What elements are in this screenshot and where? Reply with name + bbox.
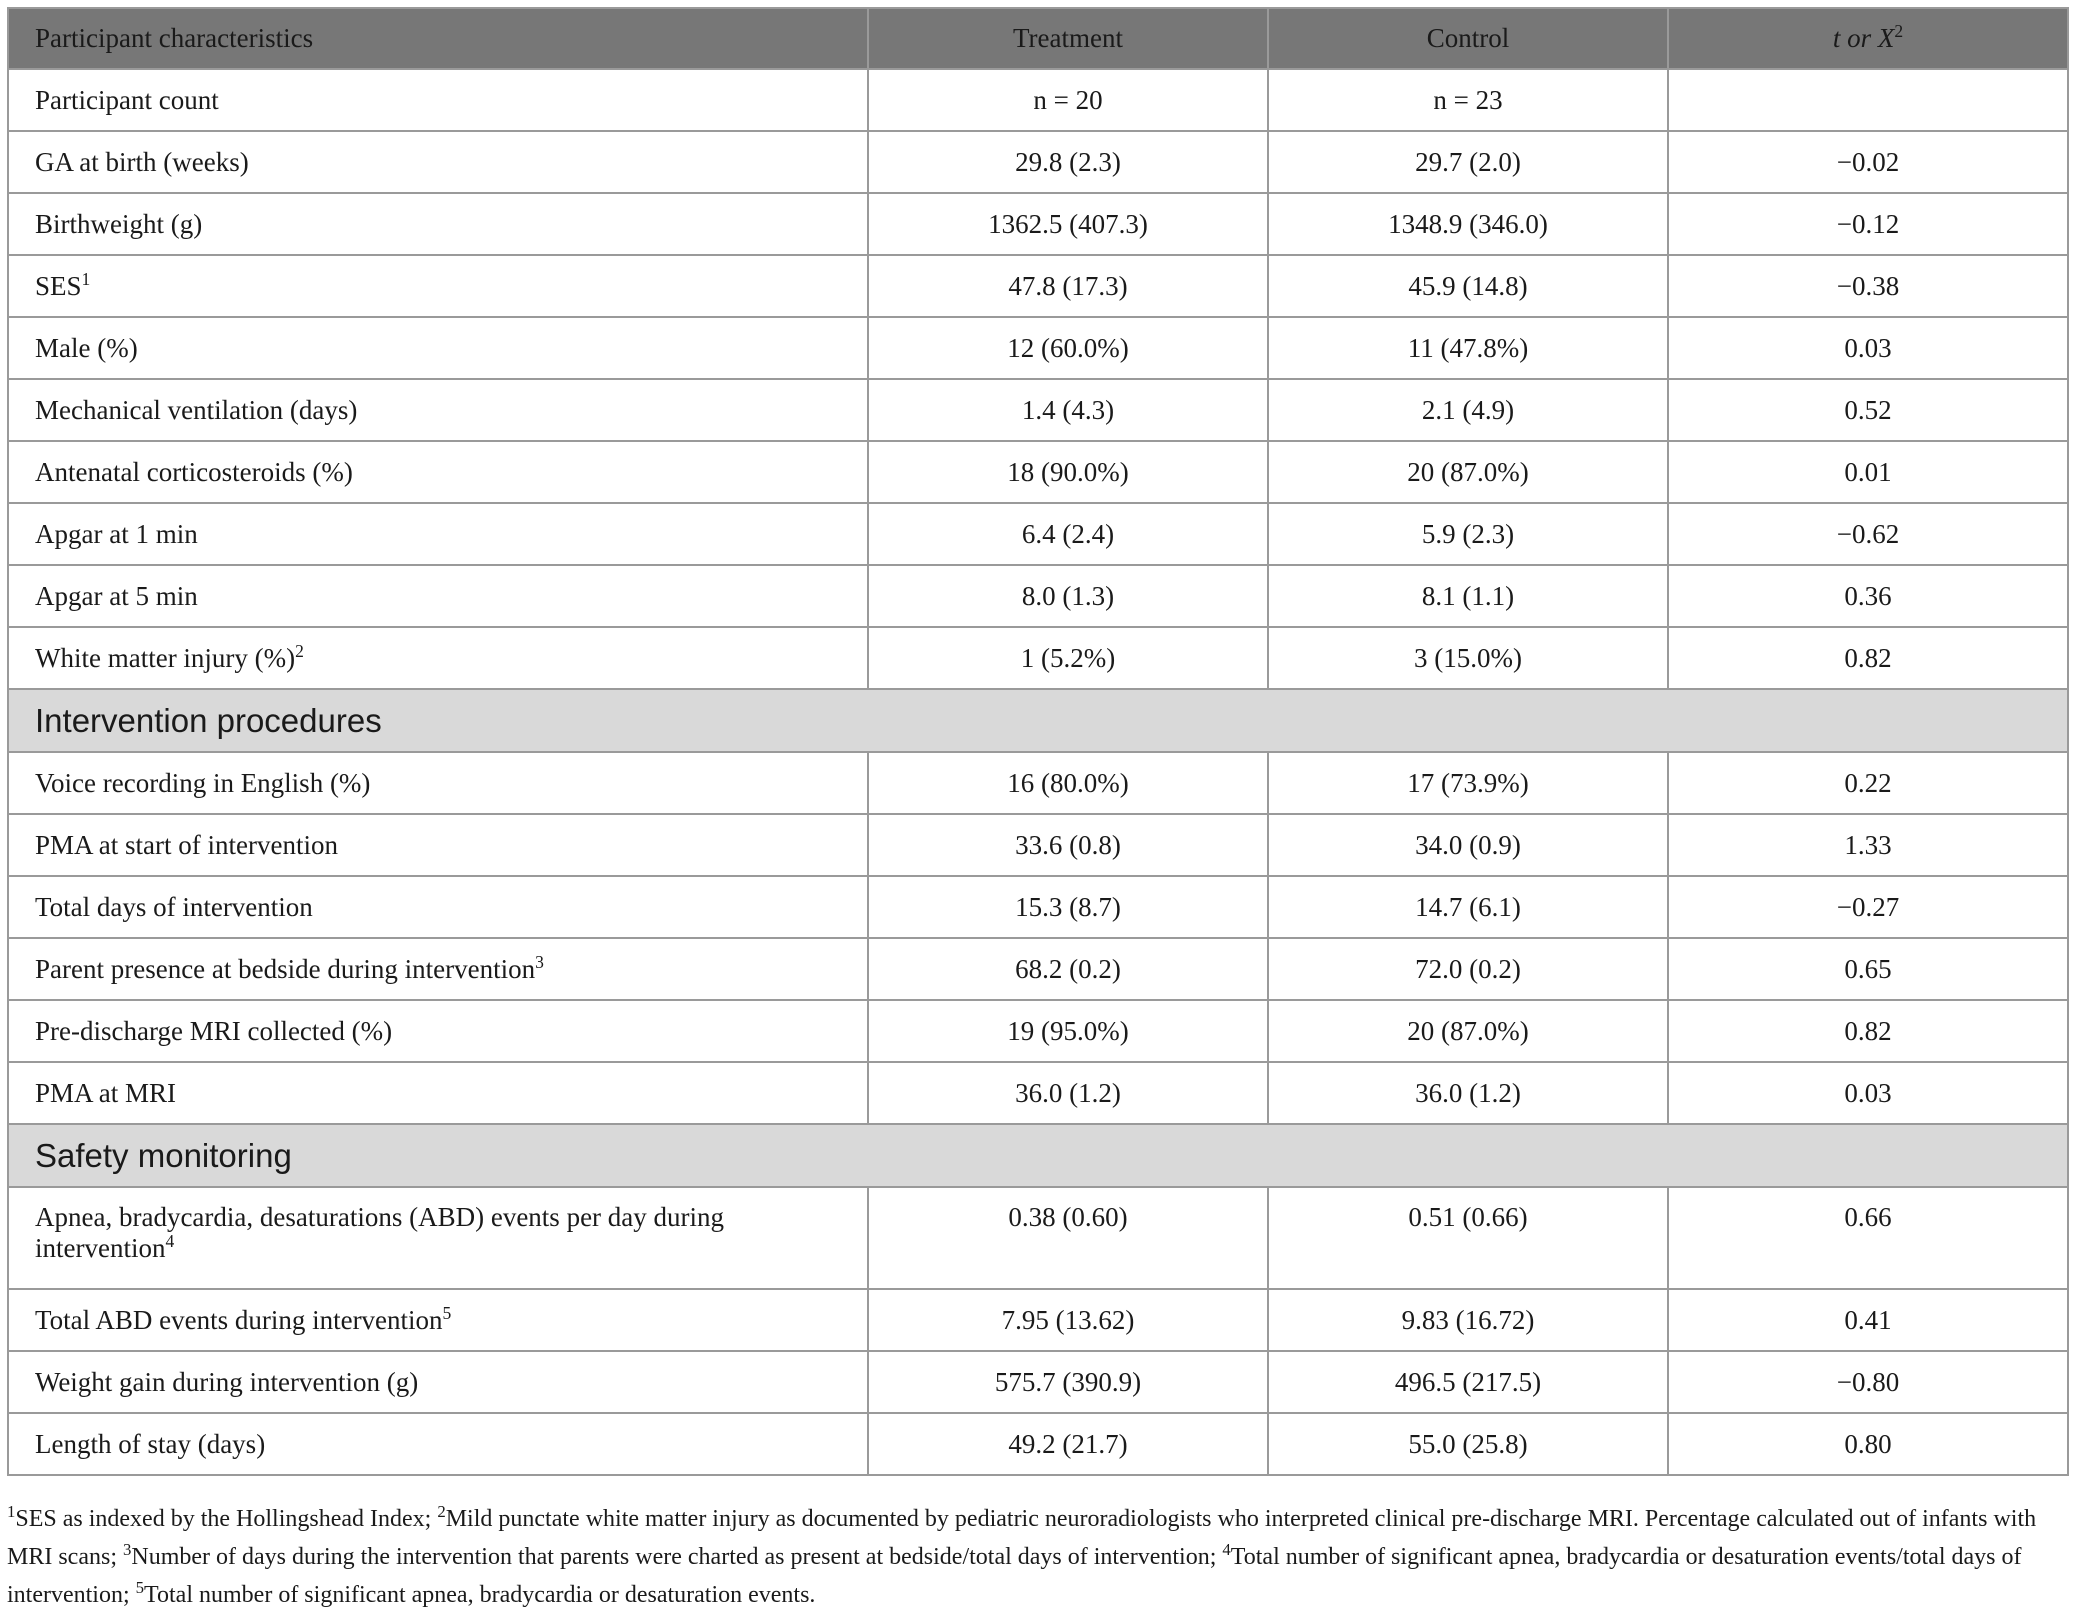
cell-stat: 0.52	[1668, 379, 2068, 441]
cell-control: 9.83 (16.72)	[1268, 1289, 1668, 1351]
cell-control: 11 (47.8%)	[1268, 317, 1668, 379]
cell-control: 2.1 (4.9)	[1268, 379, 1668, 441]
row-label-text: Apgar at 5 min	[35, 580, 198, 611]
table-row	[8, 69, 2068, 131]
results-table	[7, 7, 2069, 1476]
table-row	[8, 379, 2068, 441]
cell-control: 3 (15.0%)	[1268, 627, 1668, 689]
cell-control: 34.0 (0.9)	[1268, 814, 1668, 876]
row-label-text: Birthweight (g)	[35, 208, 203, 239]
cell-control: 36.0 (1.2)	[1268, 1062, 1668, 1124]
footnote-marker: 3	[535, 951, 544, 972]
header-control: Control	[1268, 8, 1668, 69]
cell-stat: 0.82	[1668, 1000, 2068, 1062]
table-footnotes	[7, 1500, 2067, 1614]
row-label-text: Voice recording in English (%)	[35, 767, 371, 798]
row-label	[8, 876, 868, 938]
table-body	[8, 69, 2068, 1475]
header-statistic	[1668, 8, 2068, 69]
table-row	[8, 1187, 2068, 1289]
cell-control: 496.5 (217.5)	[1268, 1351, 1668, 1413]
cell-control: 17 (73.9%)	[1268, 752, 1668, 814]
cell-treatment: 1.4 (4.3)	[868, 379, 1268, 441]
footnote-marker: 1	[81, 268, 91, 289]
table-row	[8, 814, 2068, 876]
cell-stat: −0.62	[1668, 503, 2068, 565]
cell-stat: −0.27	[1668, 876, 2068, 938]
footnote-text: Total number of significant apnea, bradycardia or desaturation events/total days of intervention;	[7, 1544, 2022, 1608]
footnote-marker: 2	[295, 640, 304, 661]
table-row	[8, 317, 2068, 379]
row-label-text: Parent presence at bedside during intervention	[35, 953, 536, 984]
section-safety-monitoring-label: Safety monitoring	[8, 1124, 2068, 1187]
row-label-text: Male (%)	[35, 332, 138, 363]
table-row	[8, 255, 2068, 317]
cell-treatment: 68.2 (0.2)	[868, 938, 1268, 1000]
footnote-text: SES as indexed by the Hollingshead Index;	[15, 1506, 438, 1532]
cell-stat: 0.22	[1668, 752, 2068, 814]
header-participant-characteristics: Participant characteristics	[8, 8, 868, 69]
row-label	[8, 503, 868, 565]
row-label	[8, 565, 868, 627]
cell-treatment: 575.7 (390.9)	[868, 1351, 1268, 1413]
cell-treatment: 6.4 (2.4)	[868, 503, 1268, 565]
row-label	[8, 1351, 868, 1413]
cell-treatment: 1362.5 (407.3)	[868, 193, 1268, 255]
cell-treatment: 7.95 (13.62)	[868, 1289, 1268, 1351]
row-label-text: Mechanical ventilation (days)	[35, 394, 358, 425]
row-label-text: Weight gain during intervention (g)	[35, 1366, 419, 1397]
footnote-number: 1	[7, 1502, 16, 1521]
cell-treatment: 8.0 (1.3)	[868, 565, 1268, 627]
footnote-marker: 4	[165, 1231, 175, 1251]
table-row	[8, 441, 2068, 503]
row-label	[8, 1062, 868, 1124]
footnote-text: Number of days during the intervention that parents were charted as present at bedside/total days of intervention;	[131, 1544, 1223, 1570]
cell-control: 1348.9 (346.0)	[1268, 193, 1668, 255]
row-label-text: Total ABD events during intervention	[35, 1304, 443, 1335]
cell-stat: 0.36	[1668, 565, 2068, 627]
footnote-number: 3	[123, 1540, 132, 1559]
row-label-text: White matter injury (%)	[35, 642, 296, 673]
row-label-text: PMA at MRI	[35, 1077, 177, 1108]
row-label	[8, 752, 868, 814]
footnote-text: Mild punctate white matter injury as documented by pediatric neuroradiologists who interpreted clinical pre-discharge MRI. Percentage calculated out of infants with MRI scans;	[7, 1506, 2037, 1570]
footnote-number: 5	[135, 1578, 145, 1597]
row-label	[8, 131, 868, 193]
row-label	[8, 379, 868, 441]
table-row	[8, 193, 2068, 255]
cell-control: 5.9 (2.3)	[1268, 503, 1668, 565]
table-row	[8, 503, 2068, 565]
cell-stat: 0.03	[1668, 317, 2068, 379]
table-header	[8, 8, 2068, 69]
cell-treatment: n = 20	[868, 69, 1268, 131]
header-treatment: Treatment	[868, 8, 1268, 69]
table-row	[8, 938, 2068, 1000]
cell-treatment: 0.38 (0.60)	[868, 1187, 1268, 1289]
row-label	[8, 69, 868, 131]
row-label-text: Length of stay (days)	[35, 1428, 266, 1459]
cell-stat: 1.33	[1668, 814, 2068, 876]
cell-stat: 0.80	[1668, 1413, 2068, 1475]
cell-stat: 0.01	[1668, 441, 2068, 503]
header-statistic-superscript: 2	[1894, 21, 1904, 41]
row-label-text: PMA at start of intervention	[35, 829, 338, 860]
row-label-text: Pre-discharge MRI collected (%)	[35, 1015, 393, 1046]
section-safety-monitoring	[8, 1124, 2068, 1187]
cell-control: 29.7 (2.0)	[1268, 131, 1668, 193]
table-row	[8, 752, 2068, 814]
cell-stat: 0.65	[1668, 938, 2068, 1000]
table-row	[8, 131, 2068, 193]
cell-control: 20 (87.0%)	[1268, 441, 1668, 503]
table-row	[8, 1062, 2068, 1124]
cell-stat: −0.38	[1668, 255, 2068, 317]
header-statistic-label: t or X	[1832, 23, 1895, 53]
cell-control: 55.0 (25.8)	[1268, 1413, 1668, 1475]
row-label-text: GA at birth (weeks)	[35, 146, 249, 177]
cell-treatment: 33.6 (0.8)	[868, 814, 1268, 876]
cell-control: 20 (87.0%)	[1268, 1000, 1668, 1062]
cell-treatment: 47.8 (17.3)	[868, 255, 1268, 317]
cell-stat: 0.41	[1668, 1289, 2068, 1351]
row-label	[8, 1289, 868, 1351]
footnote-marker: 5	[442, 1302, 452, 1323]
cell-treatment: 49.2 (21.7)	[868, 1413, 1268, 1475]
row-label	[8, 814, 868, 876]
row-label-text: Total days of intervention	[35, 891, 313, 922]
footnote-number: 2	[437, 1502, 446, 1521]
cell-stat: 0.03	[1668, 1062, 2068, 1124]
section-intervention-procedures	[8, 689, 2068, 752]
cell-treatment: 12 (60.0%)	[868, 317, 1268, 379]
row-label-text: Antenatal corticosteroids (%)	[35, 456, 353, 487]
cell-stat: −0.02	[1668, 131, 2068, 193]
table-row	[8, 876, 2068, 938]
cell-control: 45.9 (14.8)	[1268, 255, 1668, 317]
row-label	[8, 627, 868, 689]
cell-control: n = 23	[1268, 69, 1668, 131]
cell-stat: 0.82	[1668, 627, 2068, 689]
cell-treatment: 36.0 (1.2)	[868, 1062, 1268, 1124]
cell-control: 8.1 (1.1)	[1268, 565, 1668, 627]
cell-treatment: 18 (90.0%)	[868, 441, 1268, 503]
table-row	[8, 1289, 2068, 1351]
row-label	[8, 317, 868, 379]
row-label-text: Apnea, bradycardia, desaturations (ABD) events per day during intervention	[35, 1202, 725, 1263]
cell-control: 72.0 (0.2)	[1268, 938, 1668, 1000]
section-intervention-procedures-label: Intervention procedures	[8, 689, 2068, 752]
table-row	[8, 1000, 2068, 1062]
cell-control: 14.7 (6.1)	[1268, 876, 1668, 938]
cell-control: 0.51 (0.66)	[1268, 1187, 1668, 1289]
row-label	[8, 1000, 868, 1062]
cell-treatment: 19 (95.0%)	[868, 1000, 1268, 1062]
row-label-text: Participant count	[35, 84, 219, 115]
row-label-text: SES	[35, 270, 82, 301]
cell-treatment: 16 (80.0%)	[868, 752, 1268, 814]
footnote-number: 4	[1222, 1540, 1231, 1559]
cell-treatment: 29.8 (2.3)	[868, 131, 1268, 193]
table-row	[8, 627, 2068, 689]
footnote-text: Total number of significant apnea, bradycardia or desaturation events.	[144, 1582, 816, 1608]
row-label	[8, 255, 868, 317]
cell-stat: −0.12	[1668, 193, 2068, 255]
table-row	[8, 1351, 2068, 1413]
row-label-text: Apgar at 1 min	[35, 518, 198, 549]
cell-stat: 0.66	[1668, 1187, 2068, 1289]
cell-treatment: 1 (5.2%)	[868, 627, 1268, 689]
row-label	[8, 193, 868, 255]
row-label	[8, 441, 868, 503]
row-label	[8, 1187, 868, 1289]
cell-stat: −0.80	[1668, 1351, 2068, 1413]
table-row	[8, 565, 2068, 627]
cell-stat	[1668, 69, 2068, 131]
row-label	[8, 1413, 868, 1475]
row-label	[8, 938, 868, 1000]
table-row	[8, 1413, 2068, 1475]
cell-treatment: 15.3 (8.7)	[868, 876, 1268, 938]
